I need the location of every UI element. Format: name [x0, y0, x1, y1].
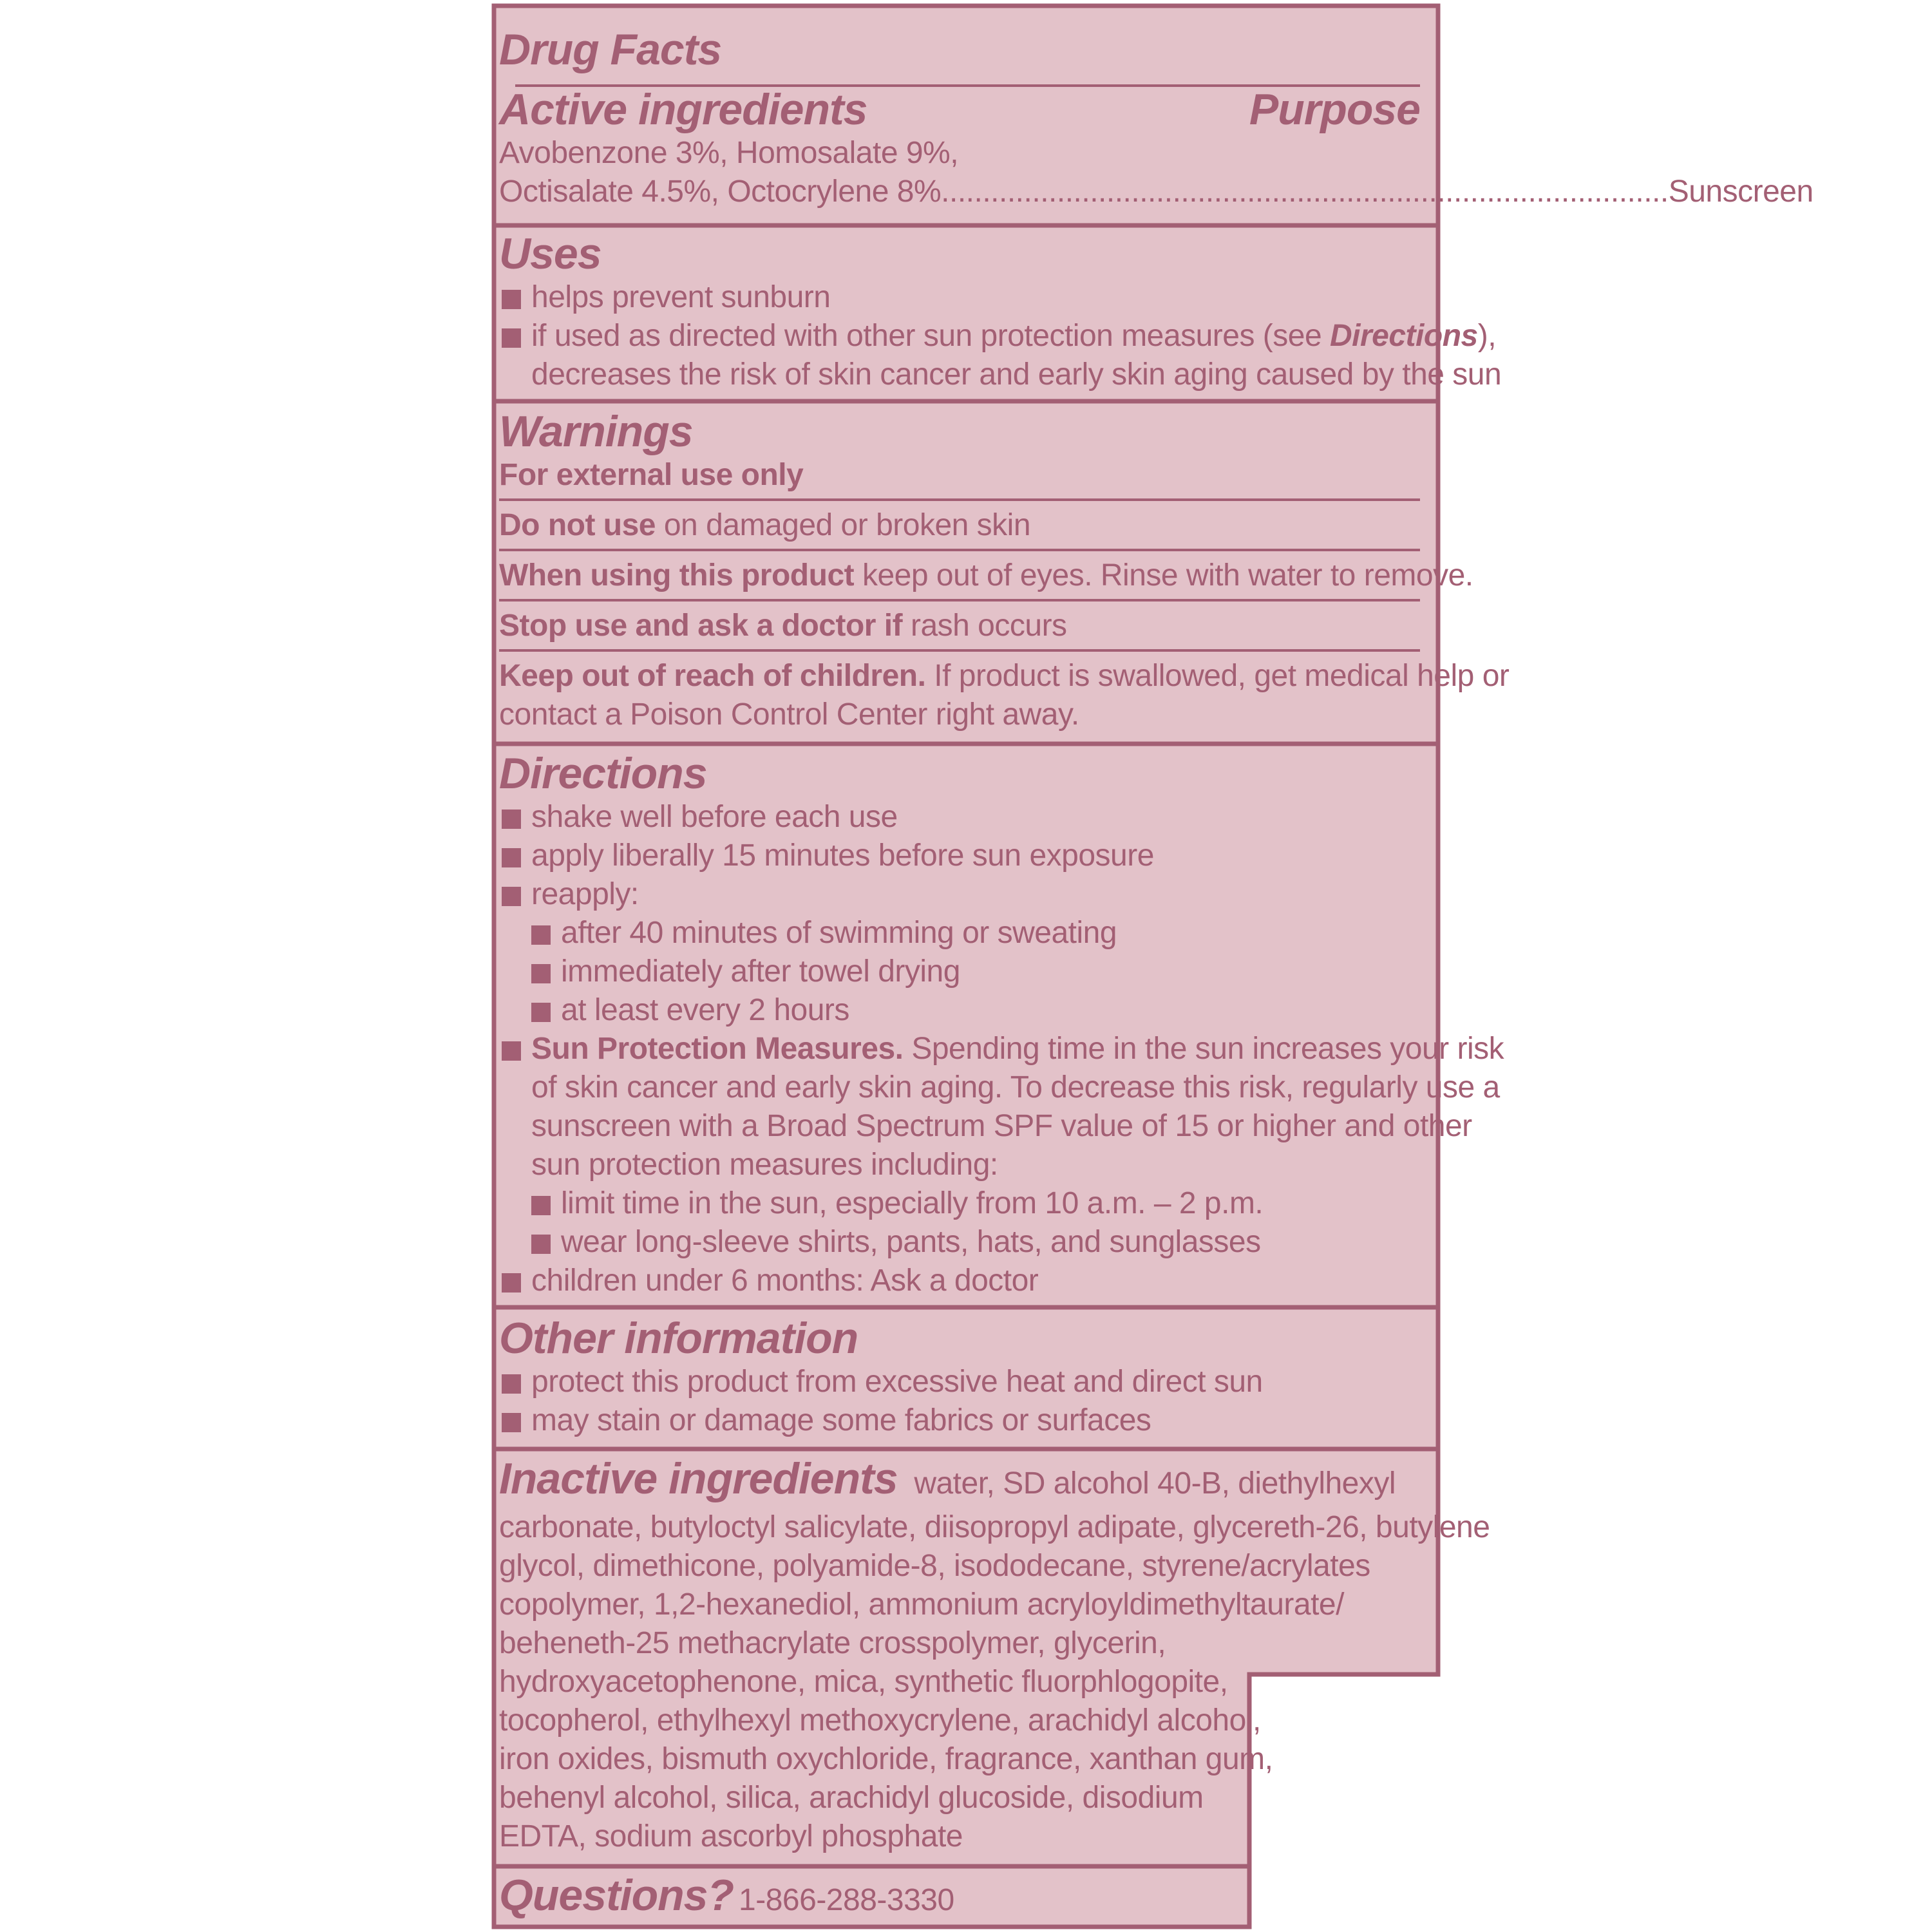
directions-spm-b: wear long-sleeve shirts, pants, hats, and sunglasses — [529, 1223, 1420, 1262]
section-inactive — [499, 1454, 1490, 1856]
active-line-1: Avobenzone 3%, Homosalate 9%, — [499, 136, 959, 170]
uses-item-1: helps prevent sunburn — [499, 278, 1420, 317]
inactive-line-8: iron oxides, bismuth oxychloride, fragrance, xanthan gum, — [499, 1742, 1273, 1776]
section-directions — [499, 749, 1504, 1300]
purpose-heading: Purpose — [1249, 85, 1420, 134]
warnings-keep-label: Keep out of reach of children. — [499, 659, 926, 693]
active-row-2 — [499, 173, 1814, 211]
directions-item-3b: immediately after towel drying — [529, 952, 1420, 991]
active-header-row — [499, 85, 1420, 134]
directions-item-2: apply liberally 15 minutes before sun exposure — [499, 837, 1420, 875]
inactive-heading: Inactive ingredients — [499, 1454, 898, 1503]
uses-item-2 — [499, 317, 1497, 355]
warnings-using — [499, 556, 1473, 595]
warnings-using-label: When using this product — [499, 558, 855, 592]
inactive-line-10: EDTA, sodium ascorbyl phosphate — [499, 1819, 963, 1853]
other-item-2: may stain or damage some fabrics or surfaces — [499, 1401, 1420, 1440]
warnings-heading: Warnings — [499, 407, 693, 456]
uses-heading: Uses — [499, 229, 601, 278]
inactive-line-2: carbonate, butyloctyl salicylate, diisopropyl adipate, glycereth-26, butylene — [499, 1510, 1490, 1544]
directions-spm-line-4: sun protection measures including: — [531, 1148, 998, 1182]
uses-item-2-text: if used as directed with other sun protection measures (see — [531, 319, 1330, 353]
active-heading: Active ingredients — [499, 85, 867, 134]
other-item-1: protect this product from excessive heat and direct sun — [499, 1363, 1420, 1401]
warnings-using-text: keep out of eyes. Rinse with water to remove. — [854, 558, 1473, 592]
directions-spm — [499, 1030, 1504, 1068]
directions-item-1: shake well before each use — [499, 798, 1420, 837]
warnings-rule-2 — [499, 549, 1420, 551]
questions-heading: Questions? — [499, 1871, 734, 1920]
directions-item-5: children under 6 months: Ask a doctor — [499, 1262, 1420, 1300]
directions-spm-line-1: Spending time in the sun increases your risk — [903, 1032, 1504, 1066]
other-heading: Other information — [499, 1314, 858, 1363]
purpose-value: Sunscreen — [1668, 175, 1814, 209]
inactive-line-9: behenyl alcohol, silica, arachidyl glucoside, disodium — [499, 1781, 1204, 1815]
warnings-stop — [499, 607, 1420, 645]
section-questions — [499, 1871, 1240, 1925]
warnings-keep-line-2: contact a Poison Control Center right away. — [499, 697, 1079, 732]
warnings-rule-3 — [499, 599, 1420, 601]
title: Drug Facts — [499, 25, 722, 74]
inactive-line-4: copolymer, 1,2-hexanediol, ammonium acryloyldimethyltaurate/ — [499, 1587, 1344, 1622]
inactive-line-3: glycol, dimethicone, polyamide-8, isododecane, styrene/acrylates — [499, 1549, 1370, 1583]
section-active — [499, 21, 1814, 211]
directions-item-3a: after 40 minutes of swimming or sweating — [529, 914, 1420, 952]
directions-item-3c: at least every 2 hours — [529, 991, 1420, 1030]
directions-spm-a: limit time in the sun, especially from 10 a.m. – 2 p.m. — [529, 1184, 1420, 1223]
directions-spm-line-3: sunscreen with a Broad Spectrum SPF value of 15 or higher and other — [531, 1109, 1472, 1143]
directions-spm-line-2: of skin cancer and early skin aging. To decrease this risk, regularly use a — [531, 1070, 1500, 1104]
warnings-stop-label: Stop use and ask a doctor if — [499, 609, 903, 643]
uses-item-2-link: Directions — [1329, 319, 1478, 353]
inactive-line-6: hydroxyacetophenone, mica, synthetic fluorphlogopite, — [499, 1665, 1228, 1699]
directions-item-3: reapply: — [499, 875, 1420, 914]
section-uses — [499, 229, 1502, 394]
warnings-donot — [499, 506, 1420, 545]
inactive-line-7: tocopherol, ethylhexyl methoxycrylene, arachidyl alcohol, — [499, 1703, 1261, 1738]
section-other — [499, 1314, 1420, 1440]
leader-dots: ........................................................................................ — [941, 175, 1669, 209]
inactive-line-5: beheneth-25 methacrylate crosspolymer, glycerin, — [499, 1626, 1166, 1660]
inactive-line-1 — [499, 1454, 1420, 1508]
inactive-text-1: water, SD alcohol 40-B, diethylhexyl — [897, 1466, 1396, 1501]
warnings-stop-text: rash occurs — [902, 609, 1067, 643]
active-line-2: Octisalate 4.5%, Octocrylene 8% — [499, 175, 942, 209]
warnings-rule-1 — [499, 498, 1420, 501]
questions-line — [499, 1871, 1240, 1925]
warnings-rule-4 — [499, 649, 1420, 652]
directions-spm-label: Sun Protection Measures. — [531, 1032, 904, 1066]
warnings-external: For external use only — [499, 458, 804, 492]
uses-item-2-line-2: decreases the risk of skin cancer and early skin aging caused by the sun — [531, 357, 1502, 392]
questions-phone: 1-866-288-3330 — [739, 1883, 954, 1917]
warnings-keep-text: If product is swallowed, get medical help or — [925, 659, 1510, 693]
directions-heading: Directions — [499, 749, 707, 798]
section-warnings — [499, 407, 1510, 734]
warnings-keep — [499, 657, 1510, 696]
warnings-donot-text: on damaged or broken skin — [656, 508, 1031, 542]
uses-item-2-end: ), — [1477, 319, 1497, 353]
warnings-donot-label: Do not use — [499, 508, 656, 542]
